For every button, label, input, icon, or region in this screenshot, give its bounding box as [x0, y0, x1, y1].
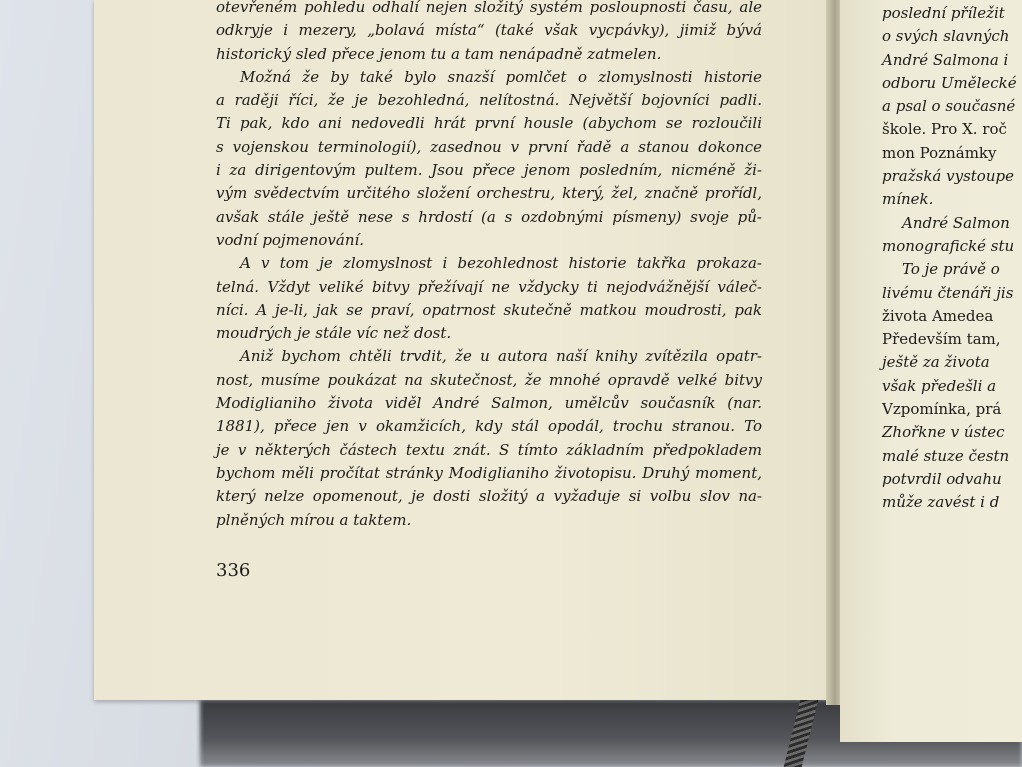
text-line: je v některých částech textu znát. S tímto základním předpokladem — [216, 440, 762, 459]
text-line: Především tam, — [882, 330, 1001, 349]
text-line: vodní pojmenování. — [216, 230, 365, 249]
text-line: škole. Pro X. roč — [882, 120, 1007, 139]
text-line: A v tom je zlomyslnost i bezohlednost historie takřka prokaza- — [240, 254, 762, 273]
text-line: a raději říci, že je bezohledná, nelítostná. Největší bojovníci padli. — [216, 91, 762, 110]
text-line: pražská vystoupe — [882, 167, 1014, 186]
text-line: však předešli a — [882, 376, 997, 395]
text-line: malé stuze čestn — [882, 446, 1010, 465]
text-line: André Salmon — [902, 213, 1010, 232]
text-line: bychom měli pročítat stránky Modiglianiho životopisu. Druhý moment, — [216, 463, 762, 482]
page-number: 336 — [216, 560, 251, 581]
text-line: poslední příležit — [882, 4, 1005, 22]
right-page-text — [882, 2, 1022, 515]
text-line: mon Poznámky — [882, 143, 997, 162]
text-line: který nelze opomenout, je dosti složitý a vyžaduje si volbu slov na- — [216, 487, 762, 506]
text-line: livému čtenáři jis — [882, 283, 1014, 302]
text-line: potvrdil odvahu — [882, 469, 1002, 488]
text-line: života Amedea — [882, 306, 994, 325]
text-line: otevřeném pohledu odhalí nejen složitý systém posloupnosti času, ale — [216, 0, 762, 16]
text-line: a psal o současné — [882, 97, 1016, 116]
text-line: Zhořkne v ústec — [882, 423, 1005, 442]
text-line: vým svědectvím určitého složení orchestru, který, žel, značně prořídl, — [216, 184, 762, 203]
text-line: odboru Umělecké — [882, 73, 1017, 92]
left-page-text — [216, 0, 762, 532]
right-page — [840, 0, 1022, 742]
text-line: o svých slavných — [882, 27, 1010, 46]
text-line: níci. A je-li, jak se praví, opatrnost skutečně matkou moudrosti, pak — [216, 300, 762, 319]
text-line: s vojenskou terminologií), zasednou v první řadě a stanou dokonce — [216, 137, 762, 156]
text-line: historický sled přece jenom tu a tam nenápadně zatmelen. — [216, 44, 662, 63]
text-line: 1881), přece jen v okamžicích, kdy stál opodál, trochu stranou. To — [216, 417, 762, 436]
text-line: avšak stále ještě nese s hrdostí (a s ozdobnými písmeny) svoje pů- — [216, 207, 762, 226]
text-line: telná. Vždyt veliké bitvy přežívají ne vždycky ti nejodvážnější váleč- — [216, 277, 762, 296]
text-line: plněných mírou a taktem. — [216, 510, 412, 529]
left-page — [94, 0, 834, 700]
text-line: monografické stu — [882, 236, 1015, 255]
text-line: mínek. — [882, 190, 934, 209]
text-line: odkryje i mezery, „bolavá místa“ (také však vycpávky), jimiž bývá — [216, 21, 762, 40]
text-line: Ti pak, kdo ani nedovedli hrát první housle (abychom se rozloučili — [216, 114, 762, 133]
text-line: nost, musíme poukázat na skutečnost, že mnohé opravdě velké bitvy — [216, 370, 762, 389]
text-line: Aniž bychom chtěli trvdit, že u autora naší knihy zvítězila opatr- — [240, 347, 762, 366]
text-line: Vzpomínka, prá — [882, 400, 1002, 419]
text-line: André Salmona i — [882, 50, 1009, 69]
text-line: může zavést i d — [882, 493, 1000, 512]
text-line: To je právě o — [902, 260, 1000, 279]
text-line: Možná že by také bylo snazší pomlčet o zlomyslnosti historie — [240, 67, 762, 86]
text-line: ještě za života — [882, 353, 990, 372]
text-line: Modiglianiho života viděl André Salmon, umělcův současník (nar. — [216, 394, 762, 413]
text-line: moudrých je stále víc než dost. — [216, 324, 452, 343]
text-line: i za dirigentovým pultem. Jsou přece jenom posledním, nicméně ži- — [216, 161, 762, 180]
